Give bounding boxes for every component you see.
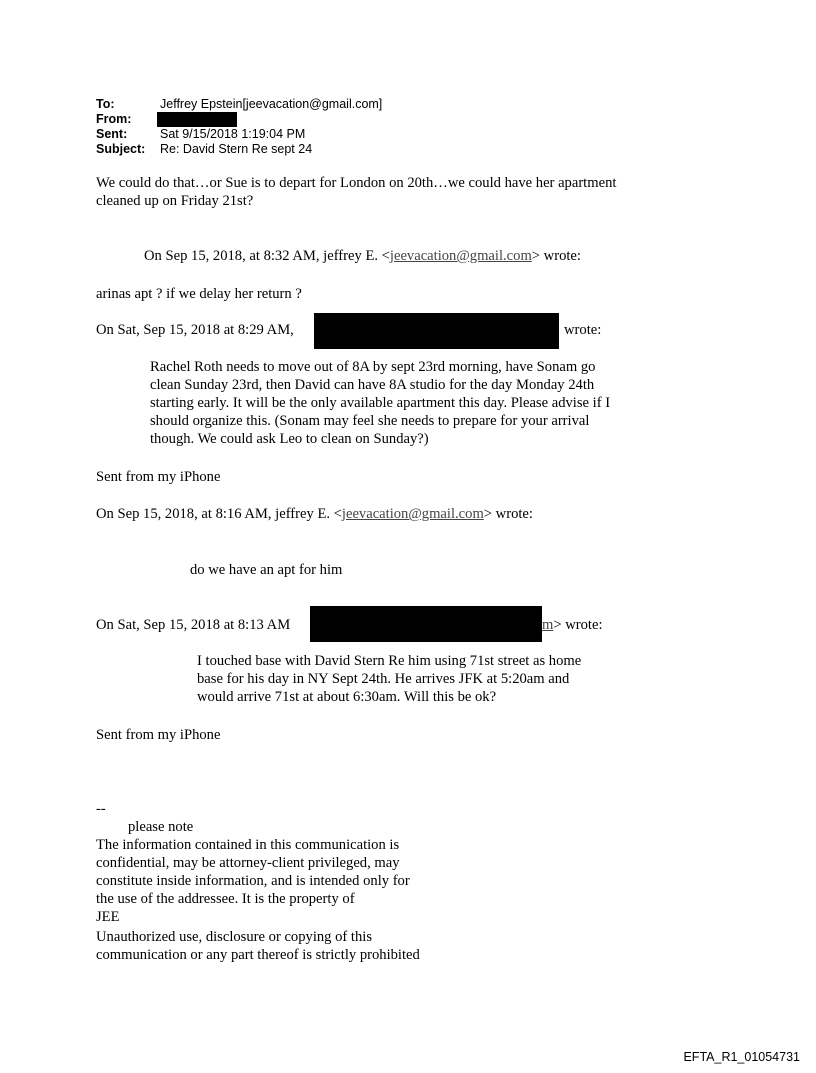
quote-2-attribution-suffix: wrote: [564,322,602,338]
quote-2-signature: Sent from my iPhone [96,469,221,485]
quote-2-line: clean Sunday 23rd, then David can have 8A studio for the day Monday 24th [150,377,595,393]
footer-line: communication or any part thereof is strictly prohibited [96,947,420,963]
to-value: Jeffrey Epstein[jeevacation@gmail.com] [160,97,383,111]
footer-line: the use of the addressee. It is the property of [96,891,355,907]
from-label: From: [96,112,132,126]
sent-value: Sat 9/15/2018 1:19:04 PM [160,127,306,141]
quote-2-line: though. We could ask Leo to clean on Sunday?) [150,431,429,447]
reply-line: cleaned up on Friday 21st? [96,193,254,209]
quote-1-attribution [144,247,581,266]
sent-label: Sent: [96,127,128,141]
redaction-box-sender-4 [310,606,542,642]
quote-4-line: base for his day in NY Sept 24th. He arrives JFK at 5:20am and [197,671,570,687]
email-link[interactable]: jeevacation@gmail.com [341,506,484,522]
quote-2-line: Rachel Roth needs to move out of 8A by sept 23rd morning, have Sonam go [150,359,596,375]
document-id: EFTA_R1_01054731 [683,1050,800,1064]
attribution-prefix: On Sep 15, 2018, at 8:16 AM, jeffrey E. < [96,506,342,522]
footer-line: constitute inside information, and is intended only for [96,873,410,889]
attribution-prefix: On Sep 15, 2018, at 8:32 AM, jeffrey E. < [144,248,390,264]
footer-note: please note [128,819,194,835]
quote-3-text: do we have an apt for him [190,562,343,578]
attribution-suffix: > wrote: [553,617,603,633]
to-label: To: [96,97,115,111]
footer-line: Unauthorized use, disclosure or copying of this [96,929,373,945]
quote-2-attribution-prefix: On Sat, Sep 15, 2018 at 8:29 AM, [96,322,294,338]
quote-4-attribution-tail [542,616,603,635]
subject-value: Re: David Stern Re sept 24 [160,142,313,156]
signature-dashes: -- [96,801,106,817]
quote-1-text: arinas apt ? if we delay her return ? [96,286,302,302]
quote-4-signature: Sent from my iPhone [96,727,221,743]
subject-label: Subject: [96,142,146,156]
quote-4-line: I touched base with David Stern Re him using 71st street as home [197,653,582,669]
footer-line: JEE [96,909,120,925]
quote-2-line: starting early. It will be the only available apartment this day. Please advise if I [150,395,611,411]
redaction-box-from [157,112,237,127]
quote-3-attribution [96,505,533,524]
email-link[interactable]: jeevacation@gmail.com [389,248,532,264]
reply-line: We could do that…or Sue is to depart for London on 20th…we could have her apartment [96,175,617,191]
footer-line: confidential, may be attorney-client privileged, may [96,855,400,871]
attribution-suffix: > wrote: [483,506,533,522]
footer-line: The information contained in this communication is [96,837,400,853]
attribution-suffix: > wrote: [531,248,581,264]
quote-4-line: would arrive 71st at about 6:30am. Will this be ok? [197,689,497,705]
redaction-box-sender-2 [314,313,559,349]
quote-2-line: should organize this. (Sonam may feel she needs to prepare for your arrival [150,413,590,429]
email-link-tail[interactable]: m [542,617,554,633]
quote-4-attribution-prefix: On Sat, Sep 15, 2018 at 8:13 AM [96,617,291,633]
